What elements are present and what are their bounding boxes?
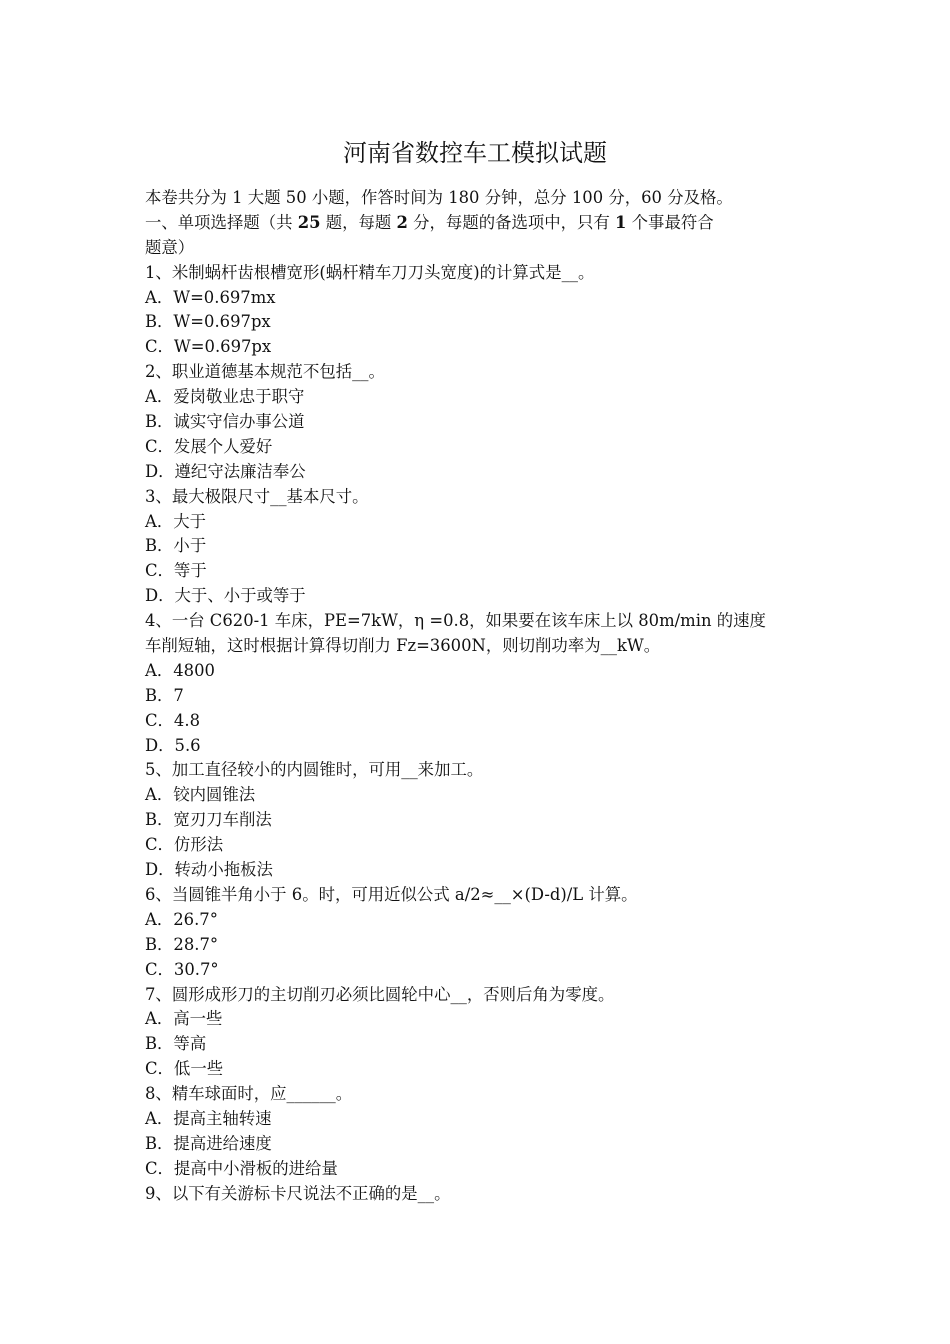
option-line: B．28.7° — [145, 934, 219, 954]
question-line: 6、当圆锥半角小于 6。时，可用近似公式 a/2≈__×(D-d)/L 计算。 — [145, 884, 638, 904]
document-title: 河南省数控车工模拟试题 — [343, 139, 607, 167]
question-line: 3、最大极限尺寸__基本尺寸。 — [145, 486, 369, 506]
correct-option-count: 1 — [615, 212, 627, 232]
option-line: B．提高进给速度 — [145, 1133, 272, 1153]
option-line: A．铰内圆锥法 — [145, 785, 256, 805]
question-count: 25 — [297, 212, 321, 232]
option-line: C．30.7° — [145, 959, 219, 979]
question-line-cont: 车削短轴，这时根据计算得切削力 Fz=3600N，则切削功率为__kW。 — [145, 636, 661, 656]
option-line: A．提高主轴转速 — [145, 1108, 272, 1128]
exam-intro: 本卷共分为 1 大题 50 小题，作答时间为 180 分钟，总分 100 分，60 分及格。 — [145, 188, 733, 207]
option-line: B．诚实守信办事公道 — [145, 412, 305, 432]
option-line: C．发展个人爱好 — [145, 436, 273, 456]
option-line: C．4.8 — [145, 710, 200, 730]
section-text: 分，每题的备选项中，只有 — [407, 212, 616, 232]
option-line: C．低一些 — [145, 1059, 224, 1079]
option-line: C．仿形法 — [145, 835, 224, 855]
option-line: A．大于 — [145, 511, 207, 531]
option-line: D．5.6 — [145, 735, 201, 755]
question-line: 5、加工直径较小的内圆锥时，可用__来加工。 — [145, 760, 484, 780]
option-line: C．等于 — [145, 561, 207, 581]
question-line: 8、精车球面时，应______。 — [145, 1084, 353, 1104]
option-line: A．26.7° — [145, 909, 218, 929]
option-line: C．W=0.697px — [145, 337, 272, 357]
document-body — [145, 186, 810, 1207]
option-line: B．小于 — [145, 536, 207, 556]
section-text: 一、单项选择题（共 — [145, 212, 298, 232]
question-line: 9、以下有关游标卡尺说法不正确的是__。 — [145, 1183, 451, 1203]
question-line: 7、圆形成形刀的主切削刃必须比圆轮中心__，否则后角为零度。 — [145, 984, 615, 1004]
option-line: A．爱岗敬业忠于职守 — [145, 387, 305, 407]
option-line: D．转动小拖板法 — [145, 860, 273, 880]
option-line: D．遵纪守法廉洁奉公 — [145, 461, 306, 481]
section-heading-cont: 题意） — [145, 237, 195, 257]
points-per-question: 2 — [396, 212, 408, 232]
option-line: D．大于、小于或等于 — [145, 586, 306, 606]
question-line: 4、一台 C620-1 车床，PE=7kW，η =0.8，如果要在该车床上以 80m/min 的速度 — [145, 611, 766, 631]
section-heading — [145, 211, 810, 236]
option-line: B．等高 — [145, 1034, 207, 1054]
question-line: 2、职业道德基本规范不包括__。 — [145, 362, 385, 382]
option-line: B．W=0.697px — [145, 312, 271, 332]
option-line: A．W=0.697mx — [145, 287, 276, 307]
question-line: 1、米制蜗杆齿根槽宽形(蜗杆精车刀刀头宽度)的计算式是__。 — [145, 262, 595, 282]
section-text: 题，每题 — [320, 212, 397, 232]
option-line: C．提高中小滑板的进给量 — [145, 1158, 338, 1178]
section-text: 个事最符合 — [626, 212, 714, 232]
option-line: A．4800 — [145, 660, 215, 680]
option-line: A．高一些 — [145, 1009, 223, 1029]
option-line: B．宽刃刀车削法 — [145, 810, 272, 830]
option-line: B．7 — [145, 685, 184, 705]
